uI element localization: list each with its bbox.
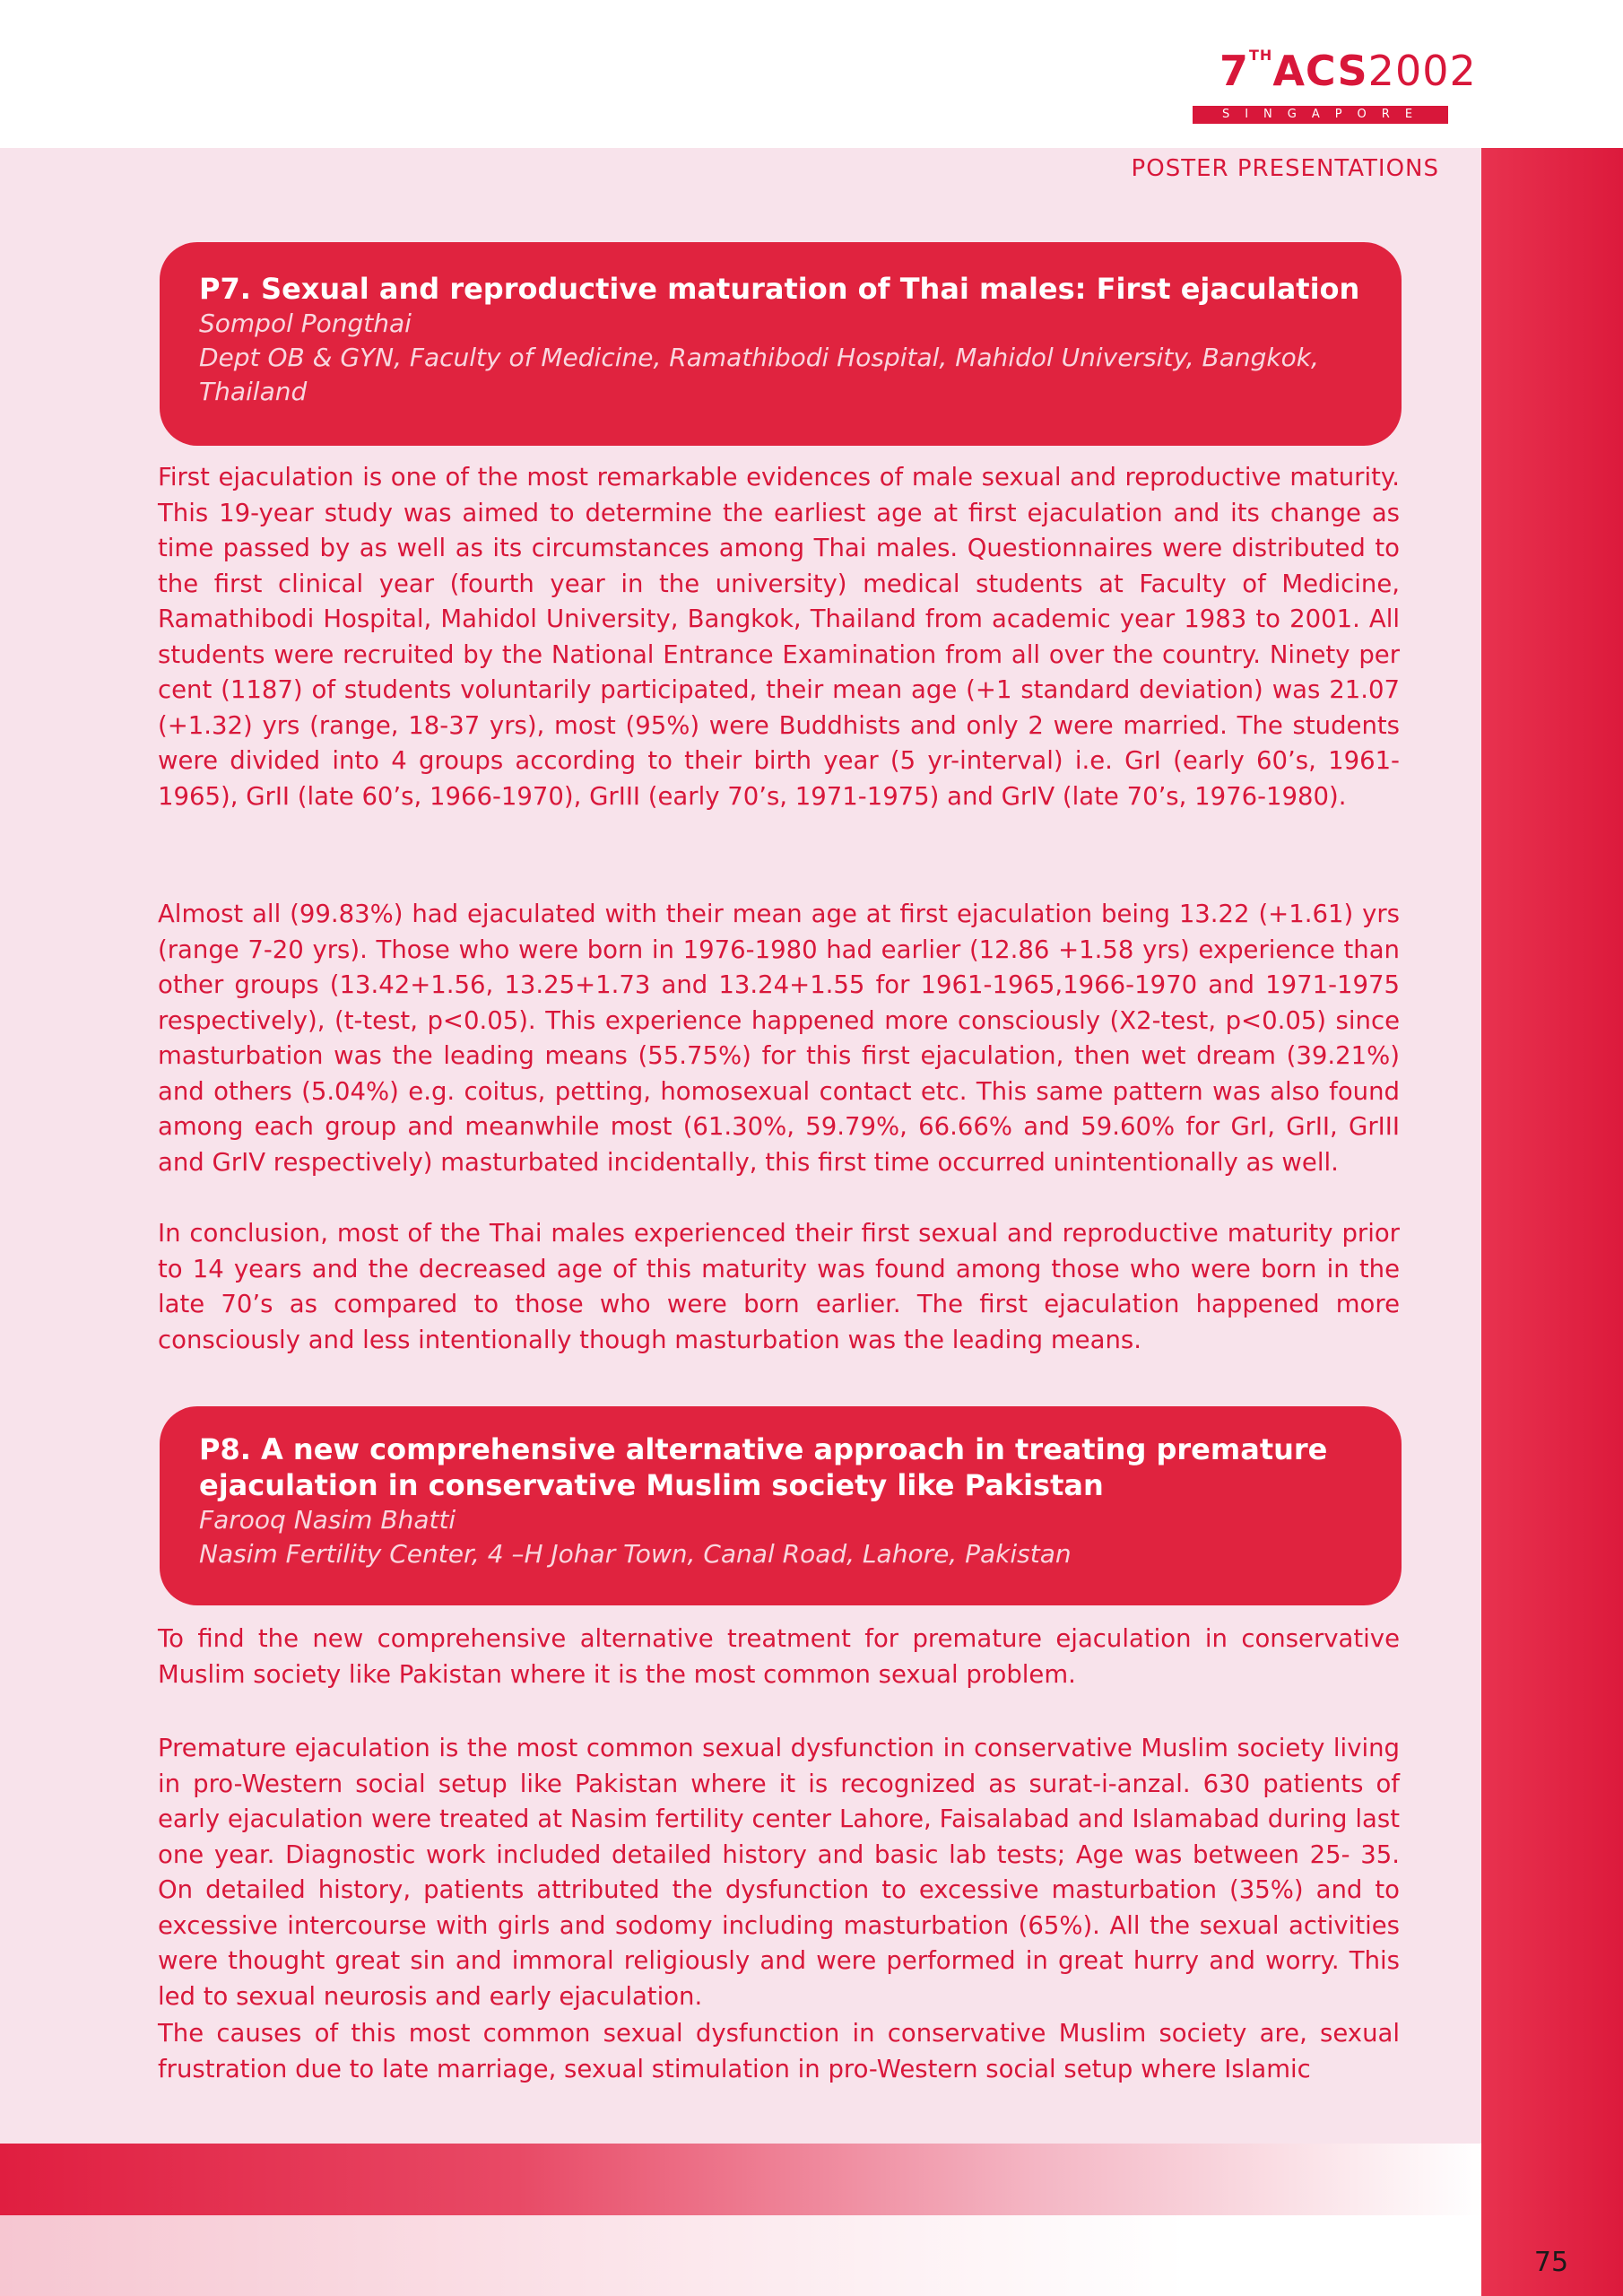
abstract-paragraph: First ejaculation is one of the most remarkable evidences of male sexual and reproductive maturity. This 19-year study was aimed to determine the earliest age at first ejaculation and its change as time passed by as well as its circumstances among Thai males. Questionnaires were distributed to the first clinical year (fourth year in the university) medical students at Faculty of Medicine, Ramathibodi Hospital, Mahidol University, Bangkok, Thailand from academic year 1983 to 2001. All students were recruited by the National Entrance Examination from all over the country. Ninety per cent (1187) of students voluntarily participated, their mean age (+1 standard deviation) was 21.07 (+1.32) yrs (range, 18-37 yrs), most (95%) were Buddhists and only 2 were married. The students were divided into 4 groups according to their birth year (5 yr-interval) i.e. GrI (early 60’s, 1961-1965), GrII (late 60’s, 1966-1970), GrIII (early 70’s, 1971-1975) and GrIV (late 70’s, 1976-1980). (158, 463, 1400, 811)
abstract-paragraph: To find the new comprehensive alternative treatment for premature ejaculation in conservative Muslim society like Pakistan where it is the most common sexual problem. (158, 1624, 1400, 1689)
abstract-paragraph: The causes of this most common sexual dysfunction in conservative Muslim society are, sexual frustration due to late marriage, sexual stimulation in pro-Western social setup where Islamic (158, 2019, 1400, 2083)
abstract-paragraph: Premature ejaculation is the most common sexual dysfunction in conservative Muslim society living in pro-Western social setup like Pakistan where it is recognized as surat-i-anzal. 630 patients of early ejaculation were treated at Nasim fertility center Lahore, Faisalabad and Islamabad during last one year. Diagnostic work included detailed history and basic lab tests; Age was between 25- 35. On detailed history, patients attributed the dysfunction to excessive masturbation (35%) and to excessive intercourse with girls and sodomy including masturbation (65%). All the sexual activities were thought great sin and immoral religiously and were performed in great hurry and worry. This led to sexual neurosis and early ejaculation. (158, 1734, 1400, 2011)
logo-year: 2002 (1367, 47, 1477, 95)
abstract-author: Farooq Nasim Bhatti (199, 1505, 456, 1535)
abstract-paragraph: Almost all (99.83%) had ejaculated with their mean age at first ejaculation being 13.22 (+1.61) yrs (range 7-20 yrs). Those who were born in 1976-1980 had earlier (12.86 +1.58 yrs) experience than other groups (13.42+1.56, 13.25+1.73 and 13.24+1.55 for 1961-1965,1966-1970 and 1971-1975 respectively), (t-test, p<0.05). This experience happened more consciously (X2-test, p<0.05) since masturbation was the leading means (55.75%) for this first ejaculation, then wet dream (39.21%) and others (5.04%) e.g. coitus, petting, homosexual contact etc. This same pattern was also found among each group and meanwhile most (61.30%, 59.79%, 66.66% and 59.60% for GrI, GrII, GrIII and GrIV respectively) masturbated incidentally, this first time occurred unintentionally as well. (158, 900, 1400, 1177)
logo-wordmark (1219, 47, 1477, 95)
abstract-affiliation: Nasim Fertility Center, 4 –H Johar Town, Canal Road, Lahore, Pakistan (199, 1539, 1072, 1569)
logo-superscript: TH (1249, 47, 1273, 64)
logo-city: SINGAPORE (1193, 106, 1448, 124)
conference-logo (1193, 47, 1477, 121)
abstract-title: P7. Sexual and reproductive maturation of Thai males: First ejaculation (199, 272, 1360, 306)
abstract-paragraph: In conclusion, most of the Thai males experienced their first sexual and reproductive maturity prior to 14 years and the decreased age of this maturity was found among those who were born in the late 70’s as compared to those who were born earlier. The first ejaculation happened more consciously and less intentionally though masturbation was the leading means. (158, 1219, 1400, 1354)
page-number: 75 (1533, 2247, 1569, 2278)
bottom-fade-band (0, 2215, 1481, 2296)
right-accent-strip (1481, 0, 1623, 2296)
logo-number: 7 (1219, 47, 1250, 95)
abstract-header-p8 (160, 1406, 1402, 1605)
abstract-affiliation: Dept OB & GYN, Faculty of Medicine, Ramathibodi Hospital, Mahidol University, Bangkok, Thailand (199, 343, 1319, 406)
abstract-title: P8. A new comprehensive alternative approach in treating premature ejaculation in conservative Muslim society like Pakistan (199, 1432, 1328, 1502)
abstract-author: Sompol Pongthai (199, 309, 412, 338)
abstract-header-p7 (160, 242, 1402, 446)
right-strip-top-white (1481, 0, 1623, 148)
section-label: POSTER PRESENTATIONS (1131, 155, 1439, 182)
logo-acronym: ACS (1272, 47, 1368, 95)
